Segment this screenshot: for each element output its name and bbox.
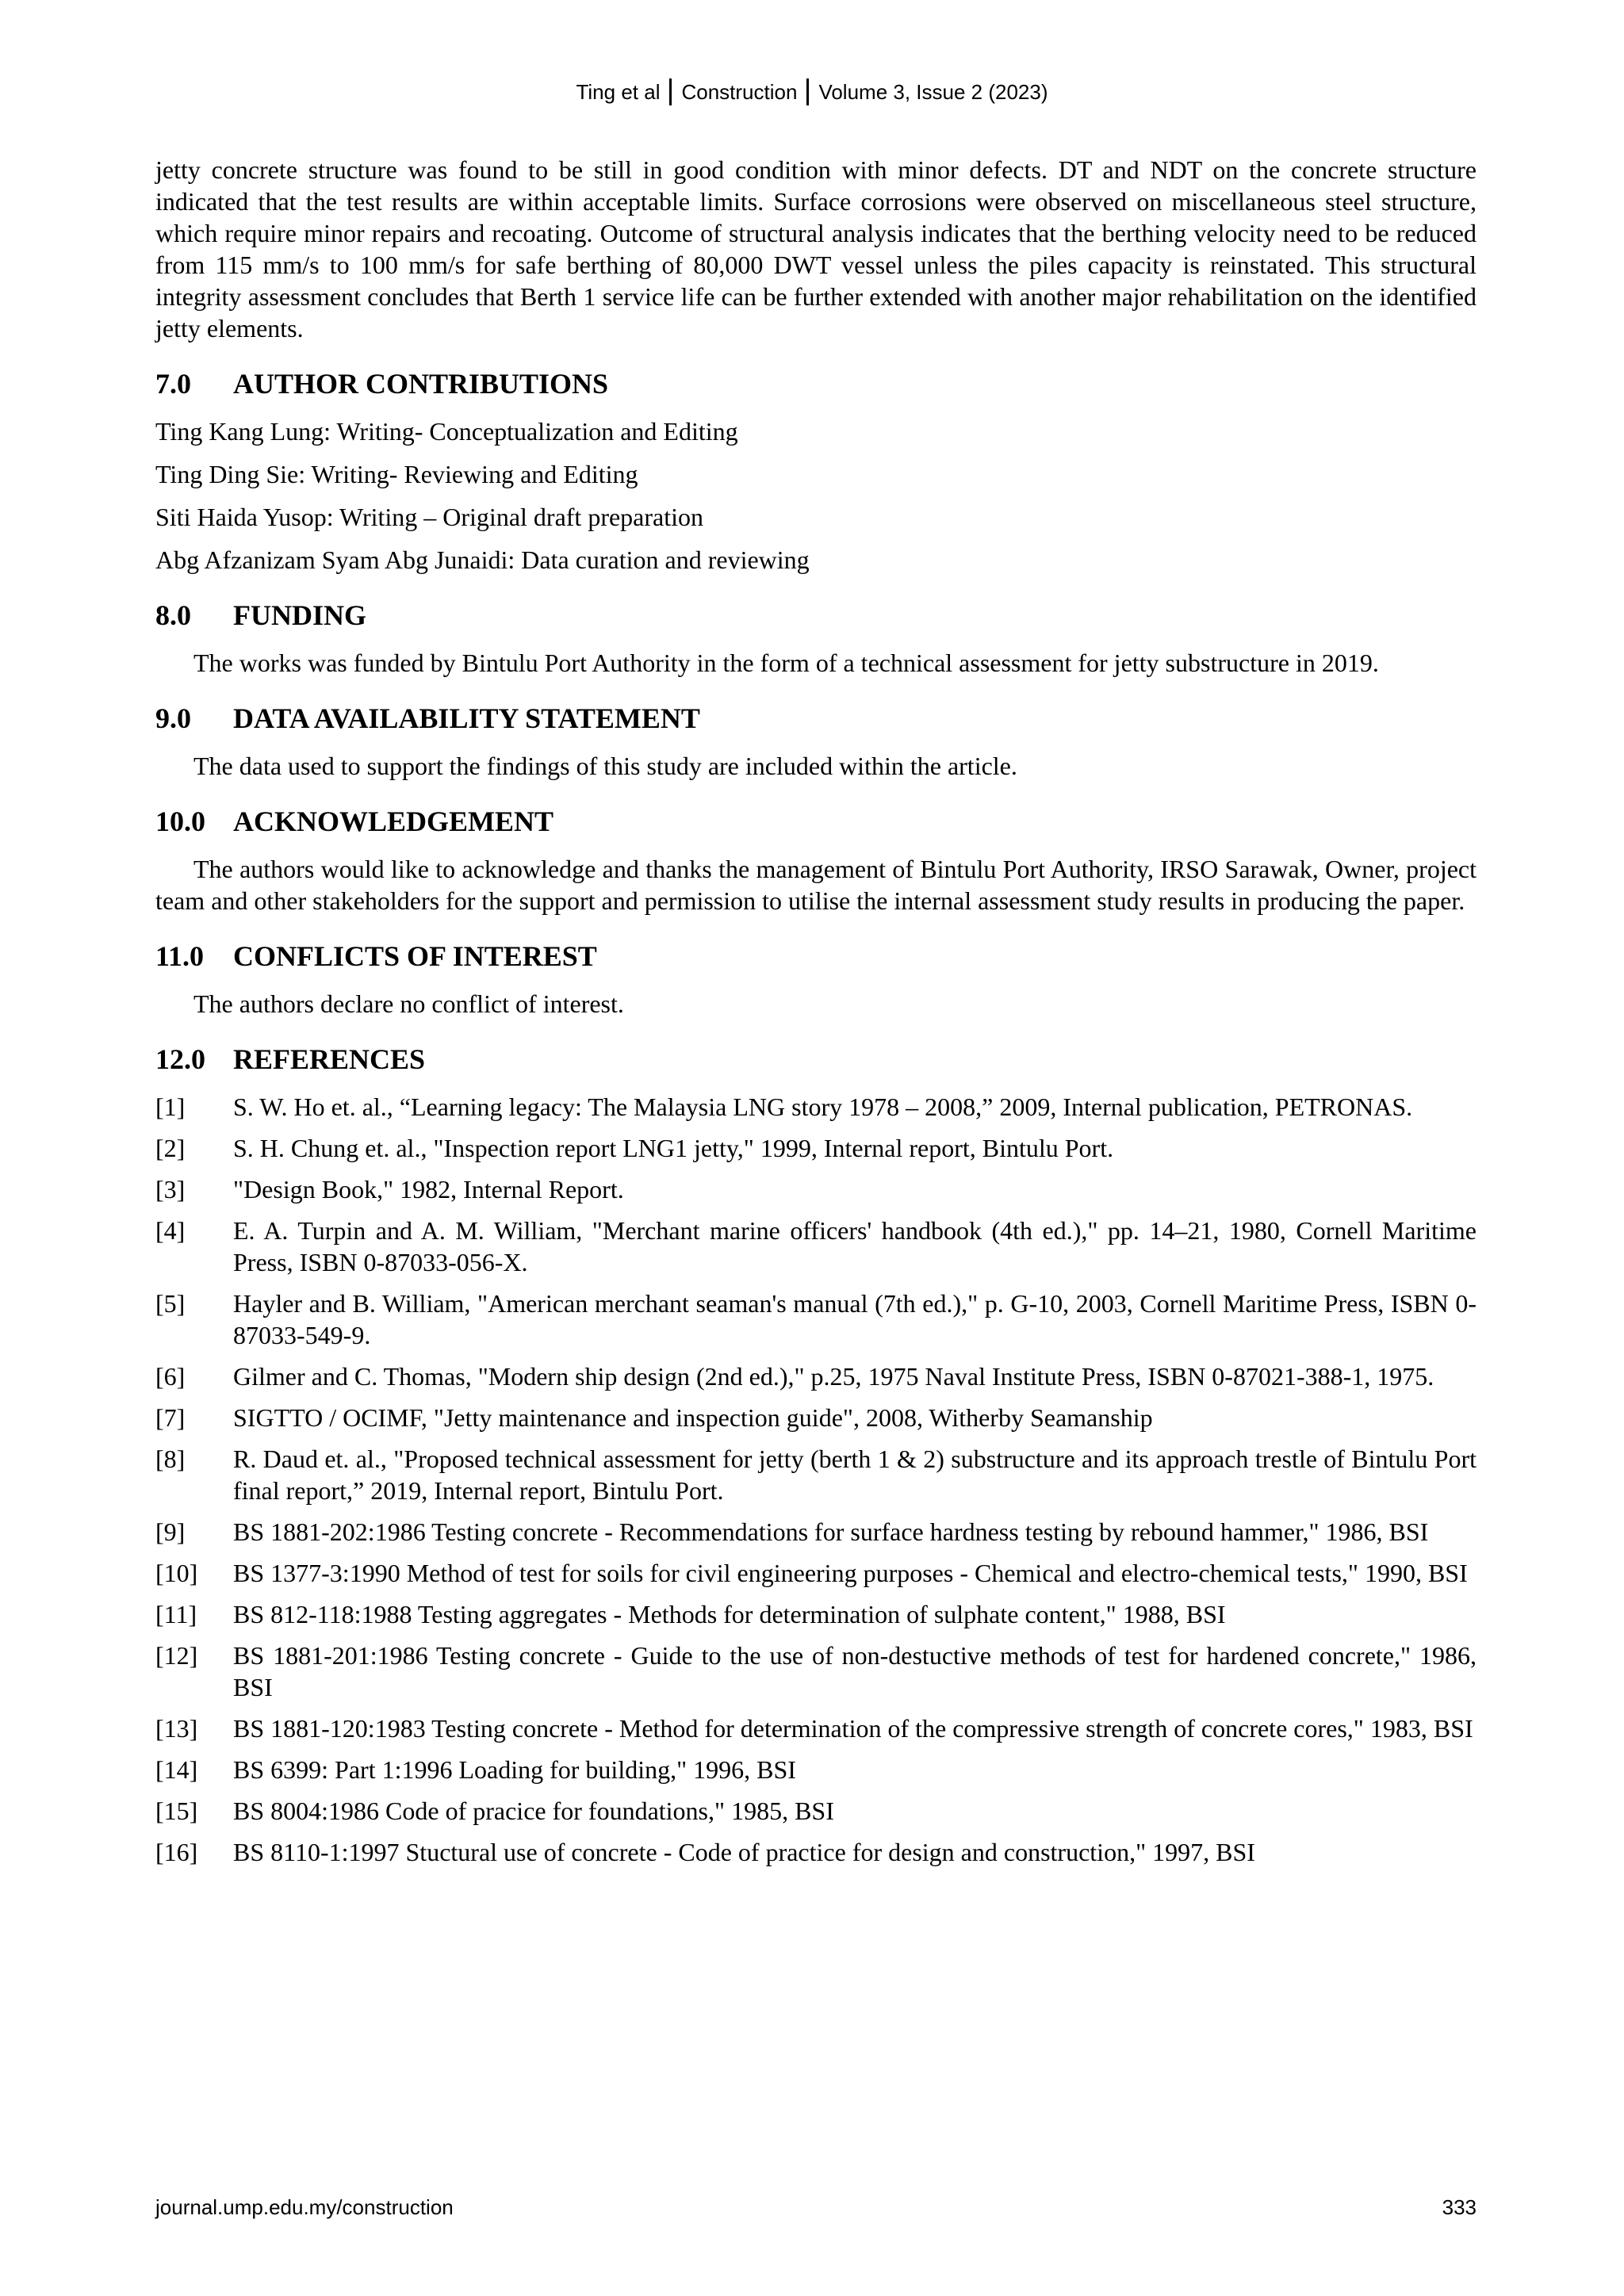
reference-number: [4] bbox=[155, 1216, 186, 1245]
section-number: 7.0 bbox=[155, 368, 191, 400]
section-number: 11.0 bbox=[155, 940, 205, 972]
reference-number: [3] bbox=[155, 1175, 186, 1203]
section-heading bbox=[155, 1042, 1477, 1077]
section-title: ACKNOWLEDGEMENT bbox=[233, 806, 554, 837]
reference-number: [8] bbox=[155, 1445, 186, 1473]
section-heading bbox=[155, 701, 1477, 736]
section-author-contributions bbox=[155, 366, 1477, 576]
reference-number: [13] bbox=[155, 1714, 198, 1743]
reference-text: BS 8110-1:1997 Stuctural use of concrete - Code of practice for design and construction," 1997, BSI bbox=[233, 1838, 1255, 1866]
section-heading bbox=[155, 366, 1477, 401]
reference-text: BS 1881-120:1983 Testing concrete - Method for determination of the compressive strength of concrete cores," 1983, BSI bbox=[233, 1714, 1473, 1743]
reference-item bbox=[155, 1360, 1477, 1392]
section-title: FUNDING bbox=[233, 599, 366, 631]
conflicts-text: The authors declare no conflict of interest. bbox=[193, 989, 624, 1018]
reference-item bbox=[155, 1598, 1477, 1630]
reference-text: S. W. Ho et. al., “Learning legacy: The Malaysia LNG story 1978 – 2008,” 2009, Internal publication, PETRONAS. bbox=[233, 1093, 1413, 1121]
reference-text: E. A. Turpin and A. M. William, "Merchant marine officers' handbook (4th ed.)," pp. 14–21, 1980, Cornell Maritime Press, ISBN 0-87033-056-X. bbox=[233, 1216, 1477, 1276]
reference-text: BS 1881-201:1986 Testing concrete - Guide to the use of non-destuctive methods of test for hardened concrete," 1986, BSI bbox=[233, 1641, 1477, 1701]
reference-item bbox=[155, 1402, 1477, 1433]
section-references bbox=[155, 1042, 1477, 1868]
reference-number: [10] bbox=[155, 1559, 198, 1587]
page-number: 333 bbox=[1442, 2195, 1477, 2219]
reference-text: BS 1881-202:1986 Testing concrete - Recommendations for surface hardness testing by rebound hammer," 1986, BSI bbox=[233, 1517, 1429, 1546]
reference-text: BS 812-118:1988 Testing aggregates - Methods for determination of sulphate content," 1988, BSI bbox=[233, 1600, 1226, 1628]
reference-number: [15] bbox=[155, 1797, 198, 1825]
section-title: AUTHOR CONTRIBUTIONS bbox=[233, 368, 609, 400]
reference-number: [1] bbox=[155, 1093, 186, 1121]
section-heading bbox=[155, 598, 1477, 633]
contribution-item: Ting Kang Lung: Writing- Conceptualization and Editing bbox=[155, 417, 738, 446]
reference-item bbox=[155, 1795, 1477, 1827]
conclusion-paragraph: jetty concrete structure was found to be still in good condition with minor defects. DT and NDT on the concrete structure indicated that the test results are within acceptable limits. Surface corrosions were observed on miscellaneous steel structure, which require minor repairs and recoating. Outcome of structural analysis indicates that the berthing velocity need to be reduced from 115 mm/s to 100 mm/s for safe berthing of 80,000 DWT vessel unless the piles capacity is reinstated. This structural integrity assessment concludes that Berth 1 service life can be further extended with another major rehabilitation on the identified jetty elements. bbox=[155, 155, 1477, 342]
reference-item bbox=[155, 1516, 1477, 1548]
reference-item bbox=[155, 1836, 1477, 1868]
reference-text: BS 6399: Part 1:1996 Loading for building," 1996, BSI bbox=[233, 1755, 796, 1784]
page-content bbox=[155, 154, 1477, 1877]
reference-item bbox=[155, 1173, 1477, 1205]
section-funding bbox=[155, 598, 1477, 679]
reference-item bbox=[155, 1754, 1477, 1785]
reference-item bbox=[155, 1288, 1477, 1351]
reference-text: BS 8004:1986 Code of pracice for foundations," 1985, BSI bbox=[233, 1797, 834, 1825]
contribution-item: Siti Haida Yusop: Writing – Original draft preparation bbox=[155, 503, 704, 531]
reference-number: [14] bbox=[155, 1755, 198, 1784]
contribution-item: Ting Ding Sie: Writing- Reviewing and Editing bbox=[155, 460, 638, 488]
reference-item bbox=[155, 1132, 1477, 1164]
header-separator bbox=[669, 78, 672, 105]
acknowledgement-text: The authors would like to acknowledge and thanks the management of Bintulu Port Authority, IRSO Sarawak, Owner, project team and other stakeholders for the support and permission to utilise the internal assessment study results in producing the paper. bbox=[155, 855, 1477, 915]
reference-item bbox=[155, 1443, 1477, 1506]
reference-text: BS 1377-3:1990 Method of test for soils for civil engineering purposes - Chemical and electro-chemical tests," 1990, BSI bbox=[233, 1559, 1468, 1587]
reference-text: "Design Book," 1982, Internal Report. bbox=[233, 1175, 624, 1203]
section-heading bbox=[155, 804, 1477, 839]
reference-text: R. Daud et. al., "Proposed technical assessment for jetty (berth 1 & 2) substructure and its approach trestle of Bintulu Port final report,” 2019, Internal report, Bintulu Port. bbox=[233, 1445, 1477, 1505]
data-availability-text: The data used to support the findings of this study are included within the article. bbox=[193, 752, 1017, 780]
reference-list bbox=[155, 1091, 1477, 1868]
header-separator bbox=[806, 78, 809, 105]
reference-item bbox=[155, 1091, 1477, 1123]
reference-item bbox=[155, 1215, 1477, 1278]
reference-number: [9] bbox=[155, 1517, 186, 1546]
contribution-item: Abg Afzanizam Syam Abg Junaidi: Data curation and reviewing bbox=[155, 545, 810, 574]
section-number: 8.0 bbox=[155, 599, 191, 631]
running-footer bbox=[155, 2191, 1477, 2223]
header-authors: Ting et al bbox=[576, 80, 661, 104]
reference-item bbox=[155, 1557, 1477, 1589]
section-data-availability bbox=[155, 701, 1477, 782]
reference-number: [12] bbox=[155, 1641, 198, 1670]
header-volume: Volume 3, Issue 2 (2023) bbox=[818, 80, 1048, 104]
section-heading bbox=[155, 939, 1477, 974]
reference-number: [11] bbox=[155, 1600, 197, 1628]
reference-number: [7] bbox=[155, 1403, 186, 1432]
section-number: 12.0 bbox=[155, 1043, 205, 1075]
reference-number: [5] bbox=[155, 1289, 186, 1318]
reference-text: Gilmer and C. Thomas, "Modern ship design (2nd ed.)," p.25, 1975 Naval Institute Press, ISBN 0-87021-388-1, 1975. bbox=[233, 1362, 1434, 1391]
section-conflicts-of-interest bbox=[155, 939, 1477, 1020]
section-number: 10.0 bbox=[155, 806, 205, 837]
funding-text: The works was funded by Bintulu Port Authority in the form of a technical assessment for jetty substructure in 2019. bbox=[193, 649, 1379, 677]
running-header bbox=[0, 76, 1624, 108]
reference-item bbox=[155, 1640, 1477, 1703]
section-title: CONFLICTS OF INTEREST bbox=[233, 940, 597, 972]
footer-journal-url[interactable]: journal.ump.edu.my/construction bbox=[155, 2195, 454, 2219]
header-journal: Construction bbox=[681, 80, 798, 104]
reference-text: S. H. Chung et. al., "Inspection report LNG1 jetty," 1999, Internal report, Bintulu Port. bbox=[233, 1134, 1114, 1162]
section-acknowledgement bbox=[155, 804, 1477, 916]
reference-number: [6] bbox=[155, 1362, 186, 1391]
reference-number: [2] bbox=[155, 1134, 186, 1162]
section-number: 9.0 bbox=[155, 702, 191, 734]
section-title: DATA AVAILABILITY STATEMENT bbox=[233, 702, 700, 734]
reference-item bbox=[155, 1712, 1477, 1744]
reference-text: Hayler and B. William, "American merchant seaman's manual (7th ed.)," p. G-10, 2003, Cornell Maritime Press, ISBN 0-87033-549-9. bbox=[233, 1289, 1477, 1349]
reference-number: [16] bbox=[155, 1838, 198, 1866]
reference-text: SIGTTO / OCIMF, "Jetty maintenance and inspection guide", 2008, Witherby Seamanship bbox=[233, 1403, 1153, 1432]
section-title: REFERENCES bbox=[233, 1043, 426, 1075]
